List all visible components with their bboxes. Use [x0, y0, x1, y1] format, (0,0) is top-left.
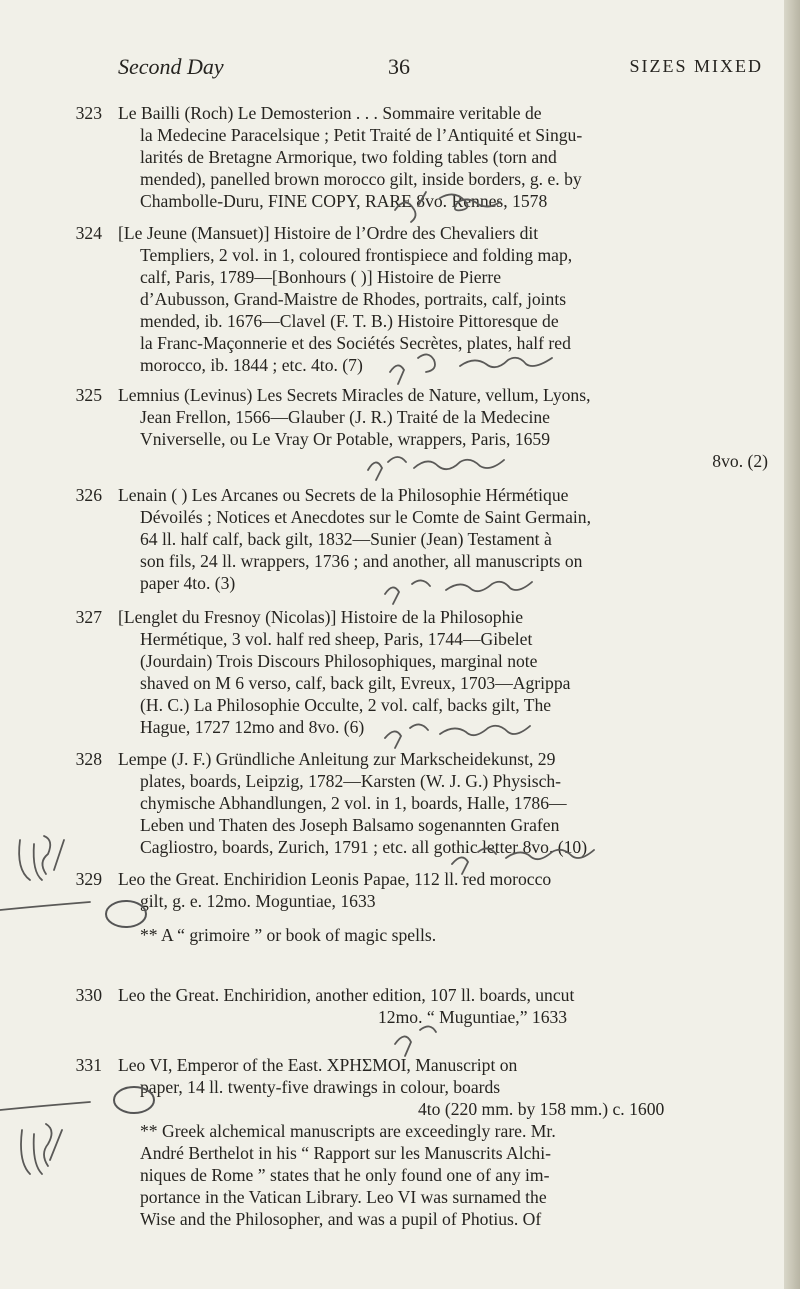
lot-number: 326	[75, 485, 102, 505]
lot-text-line: Jean Frellon, 1566—Glauber (J. R.) Traité de la Medecine	[140, 407, 550, 427]
lot-text-line: [Lenglet du Fresnoy (Nicolas)] Histoire de la Philosophie	[118, 607, 524, 627]
lot-note-line: Wise and the Philosopher, and was a pupil of Photius. Of	[140, 1209, 542, 1229]
lot-text-line: Vniverselle, ou Le Vray Or Potable, wrappers, Paris, 1659	[140, 429, 551, 449]
lot-note-line: ** Greek alchemical manuscripts are exceedingly rare. Mr.	[140, 1121, 556, 1141]
lot-text-line: plates, boards, Leipzig, 1782—Karsten (W. J. G.) Physisch-	[140, 771, 562, 791]
lot-text-line: [Le Jeune (Mansuet)] Histoire de l’Ordre des Chevaliers dit	[118, 223, 539, 243]
lot-number: 329	[75, 869, 102, 889]
header-day: Second Day	[118, 54, 224, 79]
lot-text-line: gilt, g. e. 12mo. Moguntiae, 1633	[140, 891, 376, 911]
lot-number: 327	[75, 607, 102, 627]
lot-text-line: calf, Paris, 1789—[Bonhours ( )] Histoire de Pierre	[140, 267, 502, 287]
lot-text-line: d’Aubusson, Grand-Maistre de Rhodes, portraits, calf, joints	[140, 289, 567, 309]
lot-text-line: son fils, 24 ll. wrappers, 1736 ; and another, all manuscripts on	[140, 551, 583, 571]
lot-number: 330	[75, 985, 102, 1005]
lot-text-line: (H. C.) La Philosophie Occulte, 2 vol. calf, backs gilt, The	[140, 695, 552, 715]
lot-text-line: Le Bailli (Roch) Le Demosterion . . . Sommaire veritable de	[118, 103, 542, 123]
lot-text-line: paper 4to. (3)	[140, 573, 236, 593]
lot-number: 325	[75, 385, 102, 405]
lot-note-line: André Berthelot in his “ Rapport sur les Manuscrits Alchi-	[140, 1143, 551, 1163]
lot-text-line: 8vo. (2)	[712, 451, 768, 471]
page-edge	[784, 0, 800, 1289]
lot-text-line: la Franc-Maçonnerie et des Sociétés Secrètes, plates, half red	[140, 333, 571, 353]
lot-text-line: mended, ib. 1676—Clavel (F. T. B.) Histoire Pittoresque de	[140, 311, 559, 331]
lot-text-line: morocco, ib. 1844 ; etc. 4to. (7)	[140, 355, 363, 375]
lot-note-line: portance in the Vatican Library. Leo VI was surnamed the	[140, 1187, 547, 1207]
lot-text-line: 4to (220 mm. by 158 mm.) c. 1600	[418, 1099, 665, 1119]
lot-text-line: Templiers, 2 vol. in 1, coloured frontispiece and folding map,	[140, 245, 573, 265]
lot-text-line: Lenain ( ) Les Arcanes ou Secrets de la Philosophie Hérmétique	[118, 485, 569, 505]
lot-text-line: 12mo. “ Muguntiae,” 1633	[378, 1007, 568, 1027]
lot-note-line: niques de Rome ” states that he only found one of any im-	[140, 1165, 550, 1185]
lot-text-line: Chambolle-Duru, FINE COPY, RARE 8vo. Rennes, 1578	[140, 191, 548, 211]
lot-text-line: shaved on M 6 verso, calf, back gilt, Evreux, 1703—Agrippa	[140, 673, 571, 693]
lot-number: 328	[75, 749, 102, 769]
lot-text-line: Leben und Thaten des Joseph Balsamo sogenannten Grafen	[140, 815, 560, 835]
header-section: SIZES MIXED	[629, 56, 763, 76]
lot-note-line: ** A “ grimoire ” or book of magic spells.	[140, 925, 437, 945]
lot-text-line: (Jourdain) Trois Discours Philosophiques, marginal note	[140, 651, 538, 671]
lot-text-line: Leo the Great. Enchiridion, another edition, 107 ll. boards, uncut	[118, 985, 575, 1005]
lot-text-line: Dévoilés ; Notices et Anecdotes sur le Comte de Saint Germain,	[140, 507, 591, 527]
lot-text-line: Lempe (J. F.) Gründliche Anleitung zur Markscheidekunst, 29	[118, 749, 556, 769]
lot-text-line: la Medecine Paracelsique ; Petit Traité de l’Antiquité et Singu-	[140, 125, 583, 145]
lot-number: 323	[75, 103, 102, 123]
lot-number: 324	[75, 223, 102, 243]
lot-text-line: larités de Bretagne Armorique, two folding tables (torn and	[140, 147, 557, 167]
lot-text-line: paper, 14 ll. twenty-five drawings in colour, boards	[140, 1077, 501, 1097]
lot-text-line: Hague, 1727 12mo and 8vo. (6)	[140, 717, 365, 737]
lot-text-line: chymische Abhandlungen, 2 vol. in 1, boards, Halle, 1786—	[140, 793, 567, 813]
lot-text-line: Hermétique, 3 vol. half red sheep, Paris, 1744—Gibelet	[140, 629, 533, 649]
lot-text-line: 64 ll. half calf, back gilt, 1832—Sunier (Jean) Testament à	[140, 529, 552, 549]
lot-text-line: Leo the Great. Enchiridion Leonis Papae, 112 ll. red morocco	[118, 869, 552, 889]
lot-text-line: Lemnius (Levinus) Les Secrets Miracles de Nature, vellum, Lyons,	[118, 385, 591, 405]
lot-number: 331	[75, 1055, 102, 1075]
lot-text-line: mended), panelled brown morocco gilt, inside borders, g. e. by	[140, 169, 582, 189]
lot-text-line: Leo VI, Emperor of the East. ΧΡΗΣΜΟΙ, Manuscript on	[118, 1055, 518, 1075]
page-number: 36	[388, 54, 410, 79]
lot-text-line: Cagliostro, boards, Zurich, 1791 ; etc. all gothic letter 8vo. (10)	[140, 837, 588, 857]
